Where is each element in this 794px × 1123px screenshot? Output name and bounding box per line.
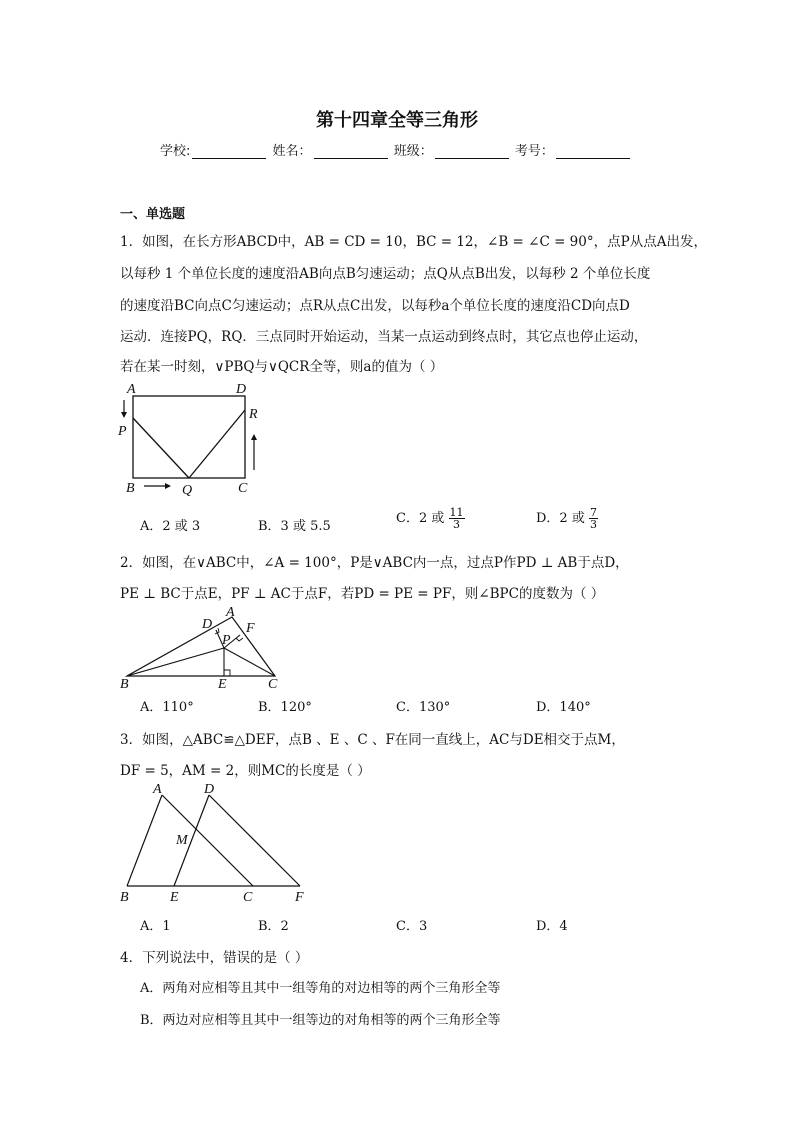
segment-pc bbox=[224, 648, 275, 676]
name-blank[interactable] bbox=[314, 146, 388, 159]
arrow-right-head-icon bbox=[165, 483, 171, 489]
label-f: F bbox=[246, 621, 255, 636]
label-e: E bbox=[170, 890, 179, 905]
segment-bp bbox=[127, 648, 224, 676]
q1-option-b[interactable]: B．3 或 5.5 bbox=[258, 519, 331, 534]
q1-line-5: 若在某一时刻，∨PBQ与∨QCR全等，则a的值为（ ） bbox=[120, 359, 444, 375]
label-c: C bbox=[238, 481, 248, 496]
q1-option-d[interactable] bbox=[536, 507, 598, 530]
q4-option-b[interactable]: B．两边对应相等且其中一组等边的对角相等的两个三角形全等 bbox=[140, 1013, 501, 1028]
segment-qr bbox=[189, 410, 245, 478]
label-p: P bbox=[222, 633, 231, 648]
q1-figure bbox=[112, 378, 272, 500]
segment-pq bbox=[133, 418, 189, 478]
q1-line-2: 以每秒 1 个单位长度的速度沿AB向点B匀速运动；点Q从点B出发，以每秒 2 个单位长度 bbox=[120, 266, 651, 282]
q3-figure bbox=[112, 780, 312, 908]
student-info-line bbox=[160, 140, 632, 159]
segment-ab bbox=[127, 795, 162, 886]
label-m: M bbox=[176, 833, 188, 848]
q3-option-c[interactable]: C．3 bbox=[396, 919, 428, 934]
name-label: 姓名： bbox=[272, 144, 312, 159]
q1-option-d-fraction bbox=[589, 507, 598, 530]
label-q: Q bbox=[182, 483, 193, 498]
label-d: D bbox=[202, 617, 213, 632]
arrow-up-head-icon bbox=[251, 434, 257, 440]
label-a: A bbox=[226, 605, 235, 620]
segment-df bbox=[209, 795, 300, 886]
exam-no-blank[interactable] bbox=[556, 146, 630, 159]
label-b: B bbox=[120, 677, 129, 690]
class-blank[interactable] bbox=[435, 146, 509, 159]
q4-stem: 4．下列说法中，错误的是（ ） bbox=[120, 950, 309, 966]
right-angle-f-icon bbox=[236, 638, 243, 641]
q1-option-d-num: 7 bbox=[589, 506, 597, 519]
label-f: F bbox=[295, 890, 304, 905]
label-e: E bbox=[218, 677, 227, 690]
exam-no-label: 考号： bbox=[514, 144, 554, 159]
q1-option-a[interactable]: A．2 或 3 bbox=[140, 519, 201, 534]
school-blank[interactable] bbox=[192, 146, 266, 159]
class-label: 班级： bbox=[393, 144, 433, 159]
q2-figure bbox=[112, 604, 292, 690]
q2-option-a[interactable]: A．110° bbox=[140, 700, 194, 715]
label-c: C bbox=[243, 890, 253, 905]
label-c: C bbox=[268, 677, 278, 690]
q3-line-1: 3．如图，△ABC≌△DEF，点B 、E 、C 、F在同一直线上，AC与DE相交于点M， bbox=[120, 732, 625, 748]
label-b: B bbox=[126, 481, 135, 496]
q3-option-d[interactable]: D．4 bbox=[536, 919, 568, 934]
q1-option-c[interactable] bbox=[396, 507, 465, 530]
q2-option-d[interactable]: D．140° bbox=[536, 700, 591, 715]
right-angle-e-icon bbox=[224, 670, 230, 676]
q1-option-c-num: 11 bbox=[449, 506, 464, 519]
label-a: A bbox=[153, 782, 162, 797]
school-label: 学校: bbox=[160, 144, 191, 159]
label-d: D bbox=[236, 382, 247, 397]
q1-option-c-den: 3 bbox=[453, 518, 460, 531]
page-title: 第十四章全等三角形 bbox=[316, 110, 478, 131]
q3-option-b[interactable]: B．2 bbox=[258, 919, 289, 934]
label-b: B bbox=[120, 890, 129, 905]
q4-option-a[interactable]: A．两角对应相等且其中一组等角的对边相等的两个三角形全等 bbox=[140, 981, 501, 996]
q1-option-d-prefix: D．2 或 bbox=[536, 511, 585, 526]
section-heading: 一、单选题 bbox=[120, 207, 186, 222]
q1-option-c-fraction bbox=[449, 507, 465, 530]
q1-line-3: 的速度沿BC向点C匀速运动；点R从点C出发，以每秒a个单位长度的速度沿CD向点D bbox=[120, 298, 630, 314]
q3-line-2: DF = 5，AM = 2，则MC的长度是（ ） bbox=[120, 763, 371, 779]
q2-line-2: PE ⊥ BC于点E，PF ⊥ AC于点F，若PD = PE = PF，则∠BPC的度数为（ ） bbox=[120, 586, 605, 602]
q2-option-c[interactable]: C．130° bbox=[396, 700, 451, 715]
q1-line-1: 1．如图，在长方形ABCD中，AB = CD = 10，BC = 12，∠B = ∠C = 90°，点P从点A出发， bbox=[120, 234, 707, 250]
q1-option-d-den: 3 bbox=[589, 518, 597, 531]
q1-line-4: 运动．连接PQ，RQ．三点同时开始运动，当某一点运动到终点时，其它点也停止运动， bbox=[120, 329, 648, 345]
label-d: D bbox=[204, 782, 215, 797]
q2-option-b[interactable]: B．120° bbox=[258, 700, 312, 715]
arrow-down-head-icon bbox=[121, 412, 127, 418]
q3-option-a[interactable]: A．1 bbox=[140, 919, 171, 934]
label-a: A bbox=[127, 382, 136, 397]
label-p: P bbox=[118, 424, 127, 439]
label-r: R bbox=[249, 407, 258, 422]
q2-line-1: 2．如图，在∨ABC中，∠A = 100°，P是∨ABC内一点，过点P作PD ⊥ AB于点D， bbox=[120, 555, 629, 571]
q1-option-c-prefix: C．2 或 bbox=[396, 511, 445, 526]
rectangle-abcd bbox=[133, 396, 245, 478]
